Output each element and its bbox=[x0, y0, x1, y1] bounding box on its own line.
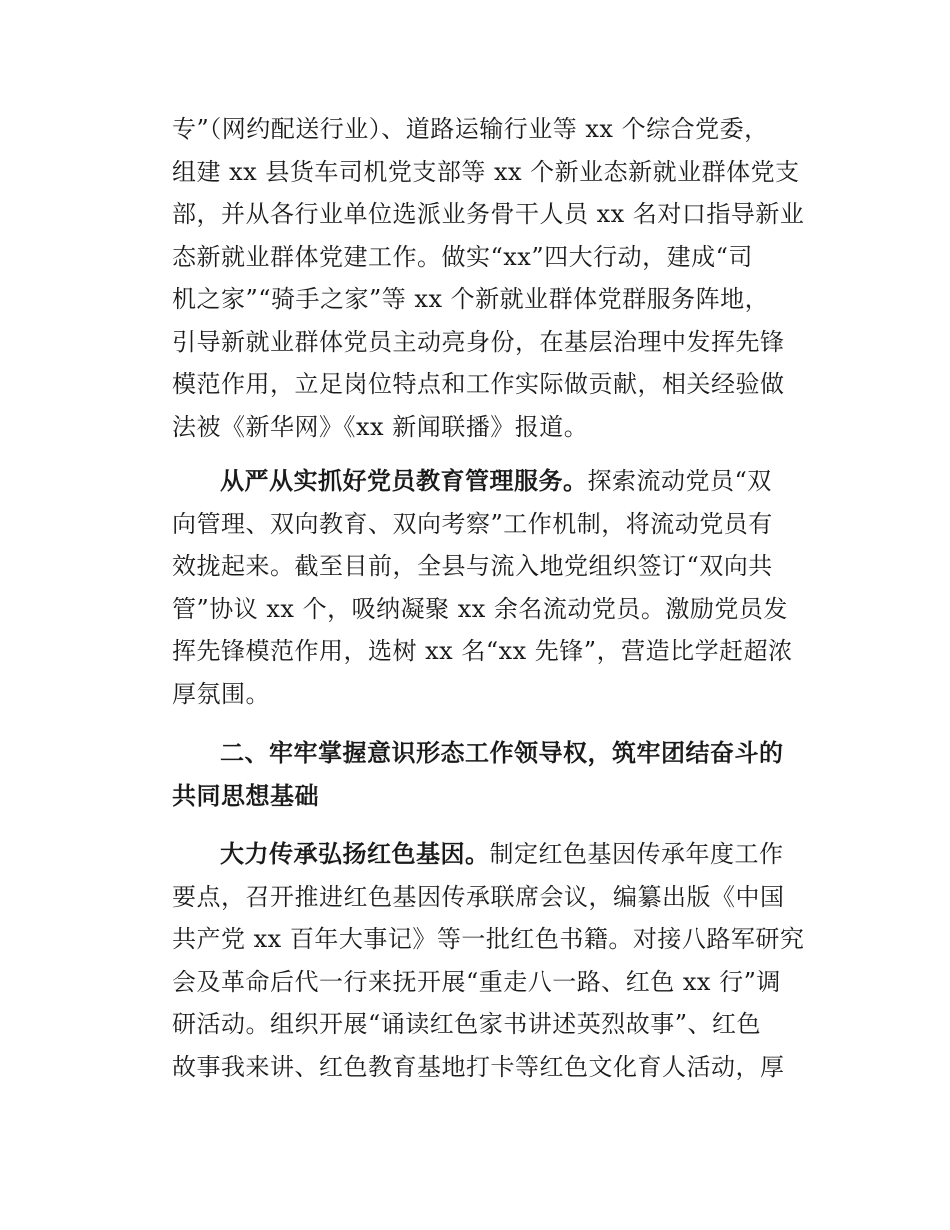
paragraph-member-management bbox=[172, 460, 812, 715]
text-line: 模范作用，立足岗位特点和工作实际做贡献，相关经验做 bbox=[172, 370, 785, 398]
text-line: 态新就业群体党建工作。做实“xx”四大行动，建成“司 bbox=[172, 242, 753, 271]
text-line-first bbox=[172, 460, 812, 503]
text-line: 厚氛围。 bbox=[172, 679, 270, 708]
paragraph-red-gene bbox=[172, 833, 812, 1088]
text-line: 机之家”“骑手之家”等 xx 个新就业群体党群服务阵地， bbox=[172, 285, 770, 313]
text-line: 研活动。组织开展“诵读红色家书讲述英烈故事”、红色 bbox=[172, 1010, 762, 1038]
text-line: 部，并从各行业单位选派业务骨干人员 xx 名对口指导新业 bbox=[172, 200, 805, 228]
text-line: 效拢起来。截至目前，全县与流入地党组织签订“双向共 bbox=[172, 552, 773, 580]
text-line: 专”（网约配送行业）、道路运输行业等 xx 个综合党委， bbox=[172, 115, 769, 143]
text-line: 共产党 xx 百年大事记》等一批红色书籍。对接八路军研究 bbox=[172, 925, 805, 953]
text-line: 故事我来讲、红色教育基地打卡等红色文化育人活动，厚 bbox=[172, 1052, 785, 1081]
paragraph-party-building bbox=[172, 108, 812, 448]
text-line-rest: 制定红色基因传承年度工作 bbox=[489, 840, 784, 868]
text-line: 向管理、双向教育、双向考察”工作机制，将流动党员有 bbox=[172, 509, 773, 538]
text-line-first bbox=[172, 833, 812, 876]
text-line: 挥先锋模范作用，选树 xx 名“xx 先锋”，营造比学赶超浓 bbox=[172, 637, 793, 665]
paragraph-lead-heading: 大力传承弘扬红色基因。 bbox=[220, 840, 490, 868]
text-line: 法被《新华网》《xx 新闻联播》报道。 bbox=[172, 412, 589, 441]
section-heading-line: 二、牢牢掌握意识形态工作领导权，筑牢团结奋斗的 bbox=[220, 739, 784, 767]
paragraph-lead-heading: 从严从实抓好党员教育管理服务。 bbox=[220, 467, 588, 495]
text-line: 组建 xx 县货车司机党支部等 xx 个新业态新就业群体党支 bbox=[172, 157, 800, 186]
text-line: 管”协议 xx 个，吸纳凝聚 xx 余名流动党员。激励党员发 bbox=[172, 594, 788, 623]
section-heading-line: 共同思想基础 bbox=[172, 781, 319, 810]
text-line-rest: 探索流动党员“双 bbox=[587, 467, 772, 495]
text-line: 要点，召开推进红色基因传承联席会议，编纂出版《中国 bbox=[172, 882, 785, 911]
text-line: 会及革命后代一行来抚开展“重走八一路、红色 xx 行”调 bbox=[172, 967, 781, 996]
section-heading bbox=[172, 732, 812, 817]
text-line: 引导新就业群体党员主动亮身份，在基层治理中发挥先锋 bbox=[172, 327, 785, 356]
